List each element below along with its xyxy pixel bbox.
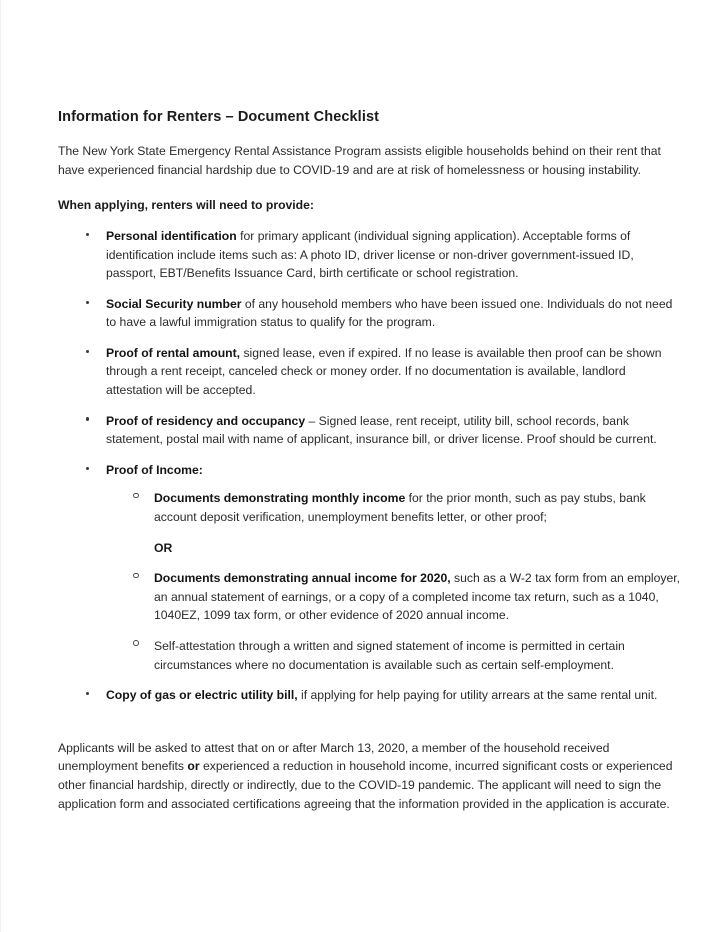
list-item-text: – Signed lease, rent receipt, utility bill, school records, bank statement, postal mail with name of applicant, insurance bill, or driver license. Proof should be current.: [106, 413, 657, 447]
sub-list-item: [106, 489, 684, 526]
sub-list-item: [106, 569, 684, 625]
income-sub-list: [106, 489, 684, 526]
list-item-text: if applying for help paying for utility arrears at the same rental unit.: [297, 688, 658, 703]
closing-text-part1: Applicants will be asked to attest that on or after March 13, 2020, a member of the household received unemployment benefits: [58, 740, 610, 774]
or-divider: OR: [154, 540, 173, 555]
page-title: Information for Renters – Document Checklist: [58, 109, 380, 125]
hollow-bullet-icon: [133, 569, 143, 588]
requirements-subheading: When applying, renters will need to provide:: [58, 198, 314, 213]
sub-list-item-label: Documents demonstrating monthly income: [154, 491, 406, 506]
list-item: [58, 227, 684, 283]
list-item-proof-of-income: [58, 461, 684, 674]
bullet-icon: [86, 412, 96, 431]
closing-section: [58, 739, 684, 813]
list-item-label: Proof of rental amount,: [106, 345, 241, 360]
bullet-icon: [86, 686, 96, 705]
closing-bold-word: or: [187, 759, 200, 774]
list-item-label: Social Security number: [106, 296, 242, 311]
sub-list-item: [106, 637, 684, 674]
sub-list-item-text: for the prior month, such as pay stubs, bank account deposit verification, unemployment benefits letter, or other proof;: [154, 491, 646, 525]
document-content: [58, 108, 684, 813]
hollow-bullet-icon: [133, 637, 143, 656]
list-item: [58, 295, 684, 332]
list-item-text: for primary applicant (individual signing application). Acceptable forms of identification include items such as: A photo ID, driver license or non-driver government-issued ID, passport, EBT/Benefits Issuance Card, birth certificate or school registration.: [106, 228, 634, 281]
list-item: [58, 686, 684, 705]
list-item-label: Proof of residency and occupancy: [106, 413, 306, 428]
bullet-icon: [86, 295, 96, 314]
bullet-icon: [86, 227, 96, 246]
requirements-list: [58, 227, 684, 705]
bullet-icon: [86, 344, 96, 363]
list-item-text: of any household members who have been issued one. Individuals do not need to have a lawful immigration status to qualify for the program.: [106, 296, 673, 330]
income-sub-list-continued: [106, 569, 684, 674]
closing-text-part2: experienced a reduction in household income, incurred significant costs or experienced other financial hardship, directly or indirectly, due to the COVID-19 pandemic. The applicant will need to sign the application form and associated certifications agreeing that the information provided in the application is accurate.: [58, 759, 673, 811]
closing-paragraph: [58, 739, 684, 813]
bullet-icon: [86, 461, 96, 480]
list-item: [58, 412, 684, 449]
sub-list-item-text: Self-attestation through a written and signed statement of income is permitted in certain circumstances where no documentation is available such as certain self-employment.: [154, 639, 625, 672]
list-item-label: Personal identification: [106, 228, 237, 243]
list-item-label: Proof of Income:: [106, 462, 203, 477]
sub-list-item-text: such as a W-2 tax form from an employer, an annual statement of earnings, or a copy of a completed income tax return, such as a 1040, 1040EZ, 1099 tax form, or other evidence of 2020 annual income.: [154, 571, 681, 623]
list-item-text: signed lease, even if expired. If no lease is available then proof can be shown through a rent receipt, canceled check or money order. If no documentation is available, landlord attestation will be accepted.: [106, 345, 662, 398]
list-item-label: Copy of gas or electric utility bill,: [106, 688, 298, 703]
sub-list-item-label: Documents demonstrating annual income for 2020,: [154, 571, 451, 586]
list-item: [58, 344, 684, 400]
intro-paragraph: The New York State Emergency Rental Assistance Program assists eligible households behind on their rent that have experienced financial hardship due to COVID-19 and are at risk of homelessness or housing instability.: [58, 144, 661, 177]
hollow-bullet-icon: [133, 489, 143, 508]
